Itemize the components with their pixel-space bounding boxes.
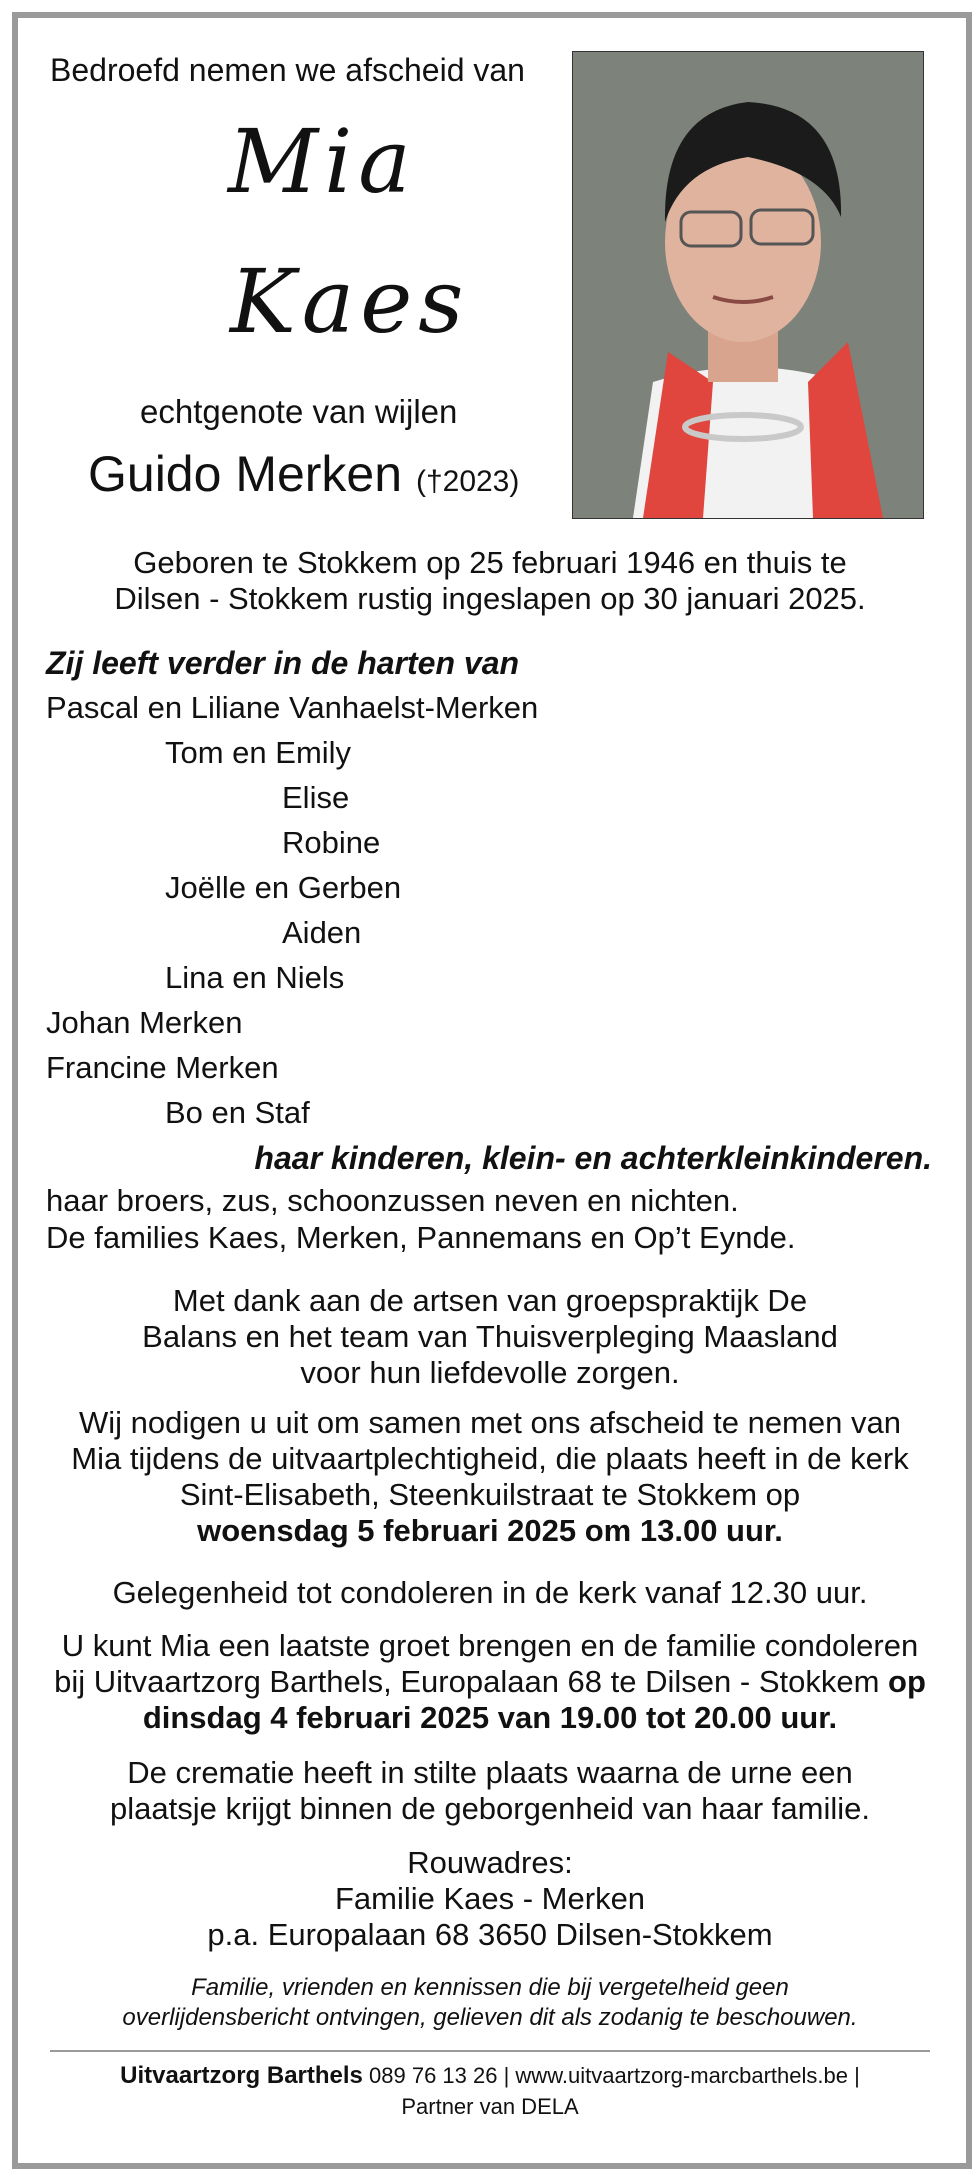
address-family: Familie Kaes - Merken: [334, 1881, 646, 1916]
family-heading: Zij leeft verder in de harten van: [46, 645, 520, 681]
funeral-date: woensdag 5 februari 2025 om 13.00 uur.: [197, 1513, 783, 1548]
disclaimer-text: Familie, vrienden en kennissen die bij vergetelheid geen overlijdensbericht ontvingen, gelieven dit als zodanig te beschouwen.: [122, 1974, 858, 2031]
born-text: Geboren te Stokkem op 25 februari 1946 en thuis te Dilsen - Stokkem rustig ingeslapen op 30 januari 2025.: [114, 545, 866, 616]
thanks-text: Met dank aan de artsen van groepspraktijk De Balans en het team van Thuisverpleging Maasland voor hun liefdevolle zorgen.: [142, 1283, 838, 1390]
address-label: Rouwadres:: [407, 1845, 573, 1880]
family-member: Lina en Niels: [165, 960, 345, 995]
last-name: Kaes: [230, 250, 470, 353]
family-member: Johan Merken: [46, 1005, 243, 1040]
family-member: Francine Merken: [46, 1050, 279, 1085]
spouse-name: Guido Merken: [88, 446, 403, 502]
spouse-line: [88, 445, 519, 503]
condolence-church: Gelegenheid tot condoleren in de kerk vanaf 12.30 uur.: [112, 1575, 868, 1610]
family-member: Robine: [282, 825, 381, 860]
family-member: Joëlle en Gerben: [165, 870, 402, 905]
family-summary: haar kinderen, klein- en achterkleinkinderen.: [254, 1140, 932, 1176]
family-member: Bo en Staf: [165, 1095, 310, 1130]
portrait-photo: [572, 51, 924, 519]
spouse-intro: echtgenote van wijlen: [140, 393, 458, 430]
footer-brand: Uitvaartzorg Barthels: [120, 2062, 363, 2089]
footer-contact[interactable]: 089 76 13 26 | www.uitvaartzorg-marcbarthels.be |: [362, 2063, 860, 2088]
intro-text: Bedroefd nemen we afscheid van: [50, 52, 525, 88]
footer-partner: Partner van DELA: [401, 2094, 579, 2119]
family-extra: De families Kaes, Merken, Pannemans en Op’t Eynde.: [46, 1220, 796, 1255]
cremation-text: De crematie heeft in stilte plaats waarna de urne een plaatsje krijgt binnen de geborgenheid van haar familie.: [110, 1755, 870, 1826]
address-block: [0, 1845, 980, 1953]
visit-block: [0, 1628, 980, 1736]
footer-divider: [50, 2050, 930, 2052]
visit-date: op dinsdag 4 februari 2025 van 19.00 tot 20.00 uur.: [142, 1664, 926, 1735]
address-street: p.a. Europalaan 68 3650 Dilsen-Stokkem: [207, 1917, 773, 1952]
family-member: Elise: [282, 780, 350, 815]
visit-text: U kunt Mia een laatste groet brengen en de familie condoleren bij Uitvaartzorg Barthels, Europalaan 68 te Dilsen - Stokkem: [54, 1628, 919, 1699]
footer-line: [0, 2062, 980, 2090]
family-member: Tom en Emily: [165, 735, 352, 770]
funeral-text: Wij nodigen u uit om samen met ons afscheid te nemen van Mia tijdens de uitvaartplechtigheid, die plaats heeft in de kerk Sint-Elisabeth, Steenkuilstraat te Stokkem op: [71, 1405, 909, 1512]
first-name: Mia: [228, 110, 417, 213]
spouse-death: (†2023): [415, 465, 520, 498]
family-member: Aiden: [282, 915, 362, 950]
family-extra: haar broers, zus, schoonzussen neven en nichten.: [46, 1183, 739, 1218]
funeral-block: [0, 1405, 980, 1549]
family-member: Pascal en Liliane Vanhaelst-Merken: [46, 690, 539, 725]
